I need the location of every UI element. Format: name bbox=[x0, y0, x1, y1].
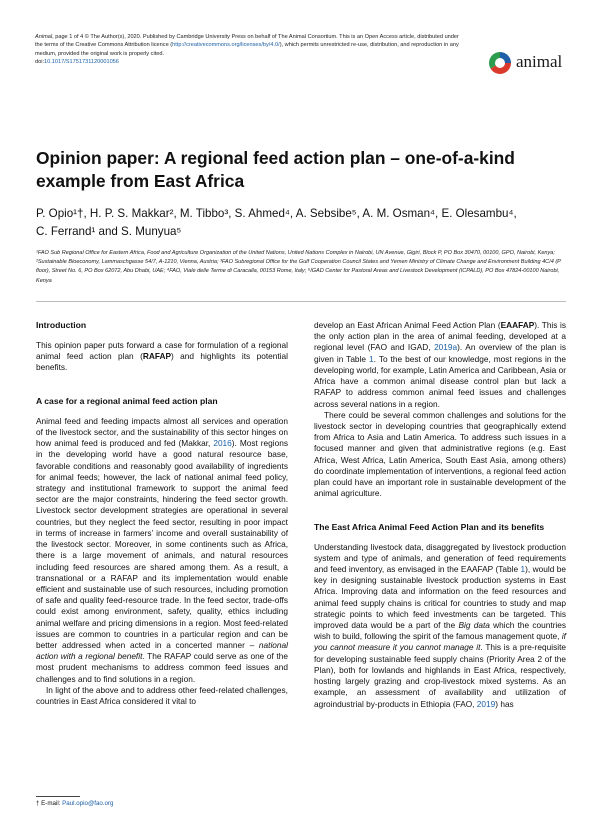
journal-logo[interactable] bbox=[488, 51, 568, 77]
introduction-paragraph: This opinion paper puts forward a case for formulation of a regional animal feed action plan (RAFAP) and highlights its potential benefits. bbox=[36, 340, 288, 373]
section-divider bbox=[36, 301, 566, 302]
email-link[interactable]: Paul.opio@fao.org bbox=[62, 800, 114, 807]
emphasis-text: Big data bbox=[458, 620, 490, 631]
eaafap-abbrev: EAAFAP bbox=[500, 320, 535, 330]
case-paragraph-1: Animal feed and feeding impacts almost all services and operation of the livestock sector, and the sustainability of this sector hinges on how animal feed is produced and fed (Makkar, 2016). Most regions in the developing world have a good natural resource base, favorable conditions and reasonably good availability of ingredients for animal feeds; however, the lack of national animal feed policy, strategy and institutional framework to support the animal feed sector are the major constraints, hindering the feed sector growth. Livestock sector development strategies are operational in several countries, but they neglect the feed sector, resulting in poor impact in terms of increase in farmers’ income and overall sustainability of the livestock sector. Moreover, in some continents such as Africa, there is a large movement of animals, and natural resources including feed resources are shared among them. As a result, a transnational or a RAFAP and its implementation would enable efficient and sustainable use of such resources, including promotion of safe and quality feed-resource trade. In the feed sector, trade-offs could exist among environment, safety, quality, ethics including animal welfare and pricing dimensions in a region. Most feed-related issues are common to countries in a particular region and can be better addressed when acted in a concerted manner – national action with a regional benefit. The RAFAP could serve as one of the most prudent mechanisms to address common feed issues and challenges and to find solutions in a region. bbox=[36, 415, 288, 684]
doi-label: doi: bbox=[35, 59, 45, 66]
rafap-abbrev: RAFAP bbox=[142, 351, 171, 362]
case-paragraph-2: In light of the above and to address other feed-related challenges, countries in East Africa considered it vital to bbox=[36, 684, 288, 707]
plan-heading: The East Africa Animal Feed Action Plan and its benefits bbox=[314, 521, 545, 532]
license-text-end: ), which permits unrestricted re-use, distribution, and reproduction in any medium, provided the original work is properly cited. bbox=[35, 42, 459, 57]
introduction-heading: Introduction bbox=[36, 320, 87, 330]
citation-link[interactable]: 2019a bbox=[434, 342, 458, 353]
citation-link[interactable]: 2016 bbox=[213, 438, 232, 449]
animal-journal-logo-icon bbox=[488, 51, 512, 75]
logo-wordmark: animal bbox=[516, 52, 563, 71]
citation-link[interactable]: 2019 bbox=[476, 698, 496, 709]
right-paragraph-3: Understanding livestock data, disaggregated by livestock production system and type of animals, and generation of feed requirements and feed inventory, as envisaged in the EAAFAP (Table 1), would be key in designing sustainable livestock production systems in East Africa. Improving data and information on the feed resources and animal feed supply chains is critical for countries to study and map strategic points to which feed investments can be targeted. This improved data would be a part of the Big data which the countries wish to build, following the spirit of the famous management quote, if you cannot measure it you cannot manage it. This is a pre-requisite for developing sustainable feed supply chains (Priority Area 2 of the Plan), both for lowlands and highlands in East Africa, respectively, hosting largely grazing and crop-livestock mixed systems. As an example, an assessment of availability and utilization of agroindustrial by-products in Ethiopia (FAO, 2019) has bbox=[314, 541, 567, 709]
right-paragraph-2: There could be several common challenges and solutions for the livestock sector in developing countries that geographically extend from Africa to Asia and Latin America. To address such issues in a focused manner and given that administrative regions (e.g. East Africa, West Africa, Latin America, South East Asia, among others) do coordinate implementation of interventions, a regional feed action plan could have an important role in sustainable development of the animal agriculture. bbox=[314, 409, 566, 499]
footnote-divider bbox=[36, 796, 80, 797]
emphasis-text: if you cannot measure it you cannot manage it bbox=[314, 631, 566, 653]
table-link[interactable]: 1 bbox=[520, 563, 526, 574]
author-list: P. Opio¹†, H. P. S. Makkar², M. Tibbo³, S. Ahmed⁴, A. Sebsibe⁵, A. M. Osman⁴, E. Olesambu⁴, C. Ferrand¹ and S. Munyua⁵ bbox=[36, 207, 517, 238]
right-paragraph-1: develop an East African Animal Feed Action Plan (EAAFAP). This is the only action plan in the area of animal feeding, developed at a regional level (FAO and IGAD, 2019a). An overview of the plan is given in Table 1. To the best of our knowledge, most regions in the developing world, for example, Latin America and Caribbean, Asia or Africa have a common animal disease control plan but lack a RAFAP to address common animal feed issues and challenges across several nations in a region. bbox=[314, 320, 566, 409]
case-heading: A case for a regional animal feed action plan bbox=[36, 395, 218, 406]
right-column bbox=[314, 320, 566, 710]
footnote-marker: † E-mail: bbox=[36, 800, 63, 807]
table-link[interactable]: 1 bbox=[369, 353, 374, 364]
left-column bbox=[36, 320, 288, 707]
article-title: Opinion paper: A regional feed action plan – one-of-a-kind example from East Africa bbox=[36, 148, 515, 191]
license-text: , page 1 of 4 © The Author(s), 2020. Published by Cambridge University Press on behalf of The Animal Consortium. This is an Open Access article, distributed under the terms of the Creative Commons Attribution licence ( bbox=[35, 34, 459, 49]
emphasis-text: national action with a regional benefit bbox=[36, 640, 288, 662]
license-link[interactable]: http://creativecommons.org/licenses/by/4.0/ bbox=[172, 42, 280, 49]
license-note bbox=[35, 33, 460, 67]
journal-name: Animal bbox=[35, 34, 53, 40]
footnote bbox=[36, 799, 114, 808]
affiliations: ¹FAO Sub Regional Office for Eastern Africa, Food and Agriculture Organization of the United Nations, United Nations Complex in Nairobi, UN Avenue, Gigiri, Block P, PO Box 30470, 00100, GPO, Nairobi, Kenya; ²Sustainable Bioeconomy, Lammaschgasse 54/7, A-1210, Vienna, Austria; ³FAO Subregional Office for the Gulf Cooperation Council States and Yemen Ministry of Climate Change and Environment Building 4C/4 (P floor), Street No. 6, PO Box 62072, Abu Dhabi, UAE; ⁴FAO, Viale delle Terme di Caracalla, 00153 Rome, Italy; ⁵IGAD Center for Pastoral Areas and Livestock Development (ICPALD), PO Box 47824-00100 Nairobi, Kenya bbox=[36, 250, 561, 284]
doi-link[interactable]: 10.1017/S1751731120001056 bbox=[44, 59, 119, 66]
